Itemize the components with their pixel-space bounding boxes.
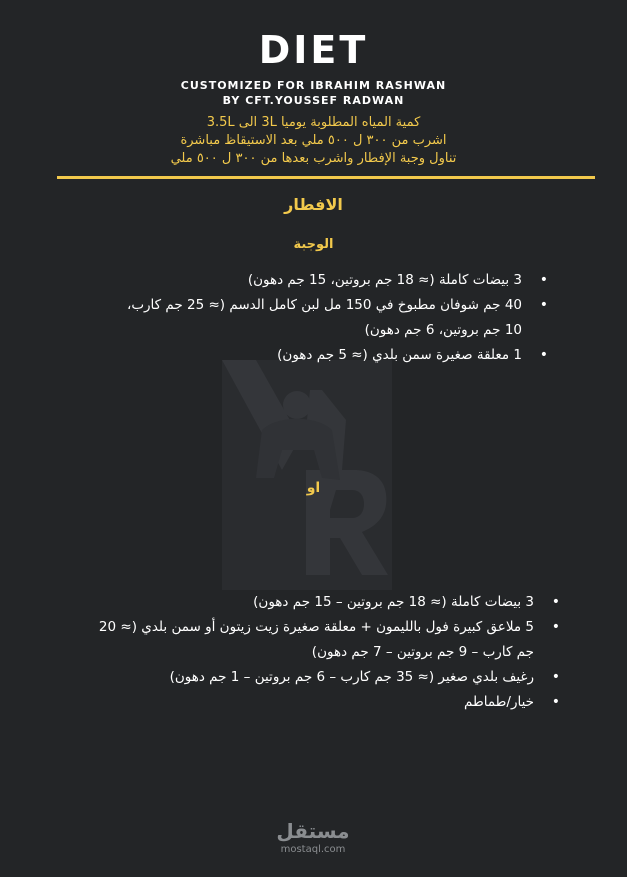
meal-option-1-list: [120, 268, 548, 368]
list-item: • 3 بيضات كاملة (≈ 18 جم بروتين، 15 جم دهون): [120, 268, 548, 293]
list-item: • خيار/طماطم: [88, 690, 560, 715]
mostaql-url: mostaql.com: [280, 844, 346, 855]
page-title: DIET: [258, 28, 369, 72]
logo-watermark: [222, 360, 392, 590]
list-item: • رغيف بلدي صغير (≈ 35 جم كارب – 6 جم بروتين – 1 جم دهون): [88, 665, 560, 690]
note-line: كمية المياه المطلوبة يوميا 3L الى 3.5L: [206, 115, 421, 130]
section-divider: [57, 176, 595, 179]
mostaql-logo-text: مستقل: [276, 819, 350, 843]
subtitle-coach: BY CFT.YOUSSEF RADWAN: [222, 94, 405, 107]
list-item: • 1 معلقة صغيرة سمن بلدي (≈ 5 جم دهون): [120, 343, 548, 368]
section-title-breakfast: الافطار: [284, 195, 343, 214]
subtitle-client: CUSTOMIZED FOR IBRAHIM RASHWAN: [180, 79, 447, 92]
water-notes: [0, 114, 627, 168]
yr-monogram-icon: [222, 360, 392, 590]
list-item: • 5 ملاعق كبيرة فول بالليمون + معلقة صغيرة زيت زيتون أو سمن بلدي (≈ 20 جم كارب – 9 جم بروتين – 7 جم دهون): [88, 615, 560, 665]
or-separator: او: [306, 480, 321, 496]
meal-option-2-list: [88, 590, 560, 715]
mostaql-watermark: [268, 818, 358, 863]
list-item: • 40 جم شوفان مطبوخ في 150 مل لبن كامل الدسم (≈ 25 جم كارب، 10 جم بروتين، 6 جم دهون): [120, 293, 548, 343]
note-line: اشرب من ٣٠٠ ل ٥٠٠ ملي بعد الاستيقاظ مباشرة: [180, 133, 447, 148]
list-item: • 3 بيضات كاملة (≈ 18 جم بروتين – 15 جم دهون): [88, 590, 560, 615]
note-line: تناول وجبة الإفطار واشرب بعدها من ٣٠٠ ل ٥٠٠ ملي: [170, 151, 457, 166]
meal-label: الوجبة: [293, 237, 334, 252]
